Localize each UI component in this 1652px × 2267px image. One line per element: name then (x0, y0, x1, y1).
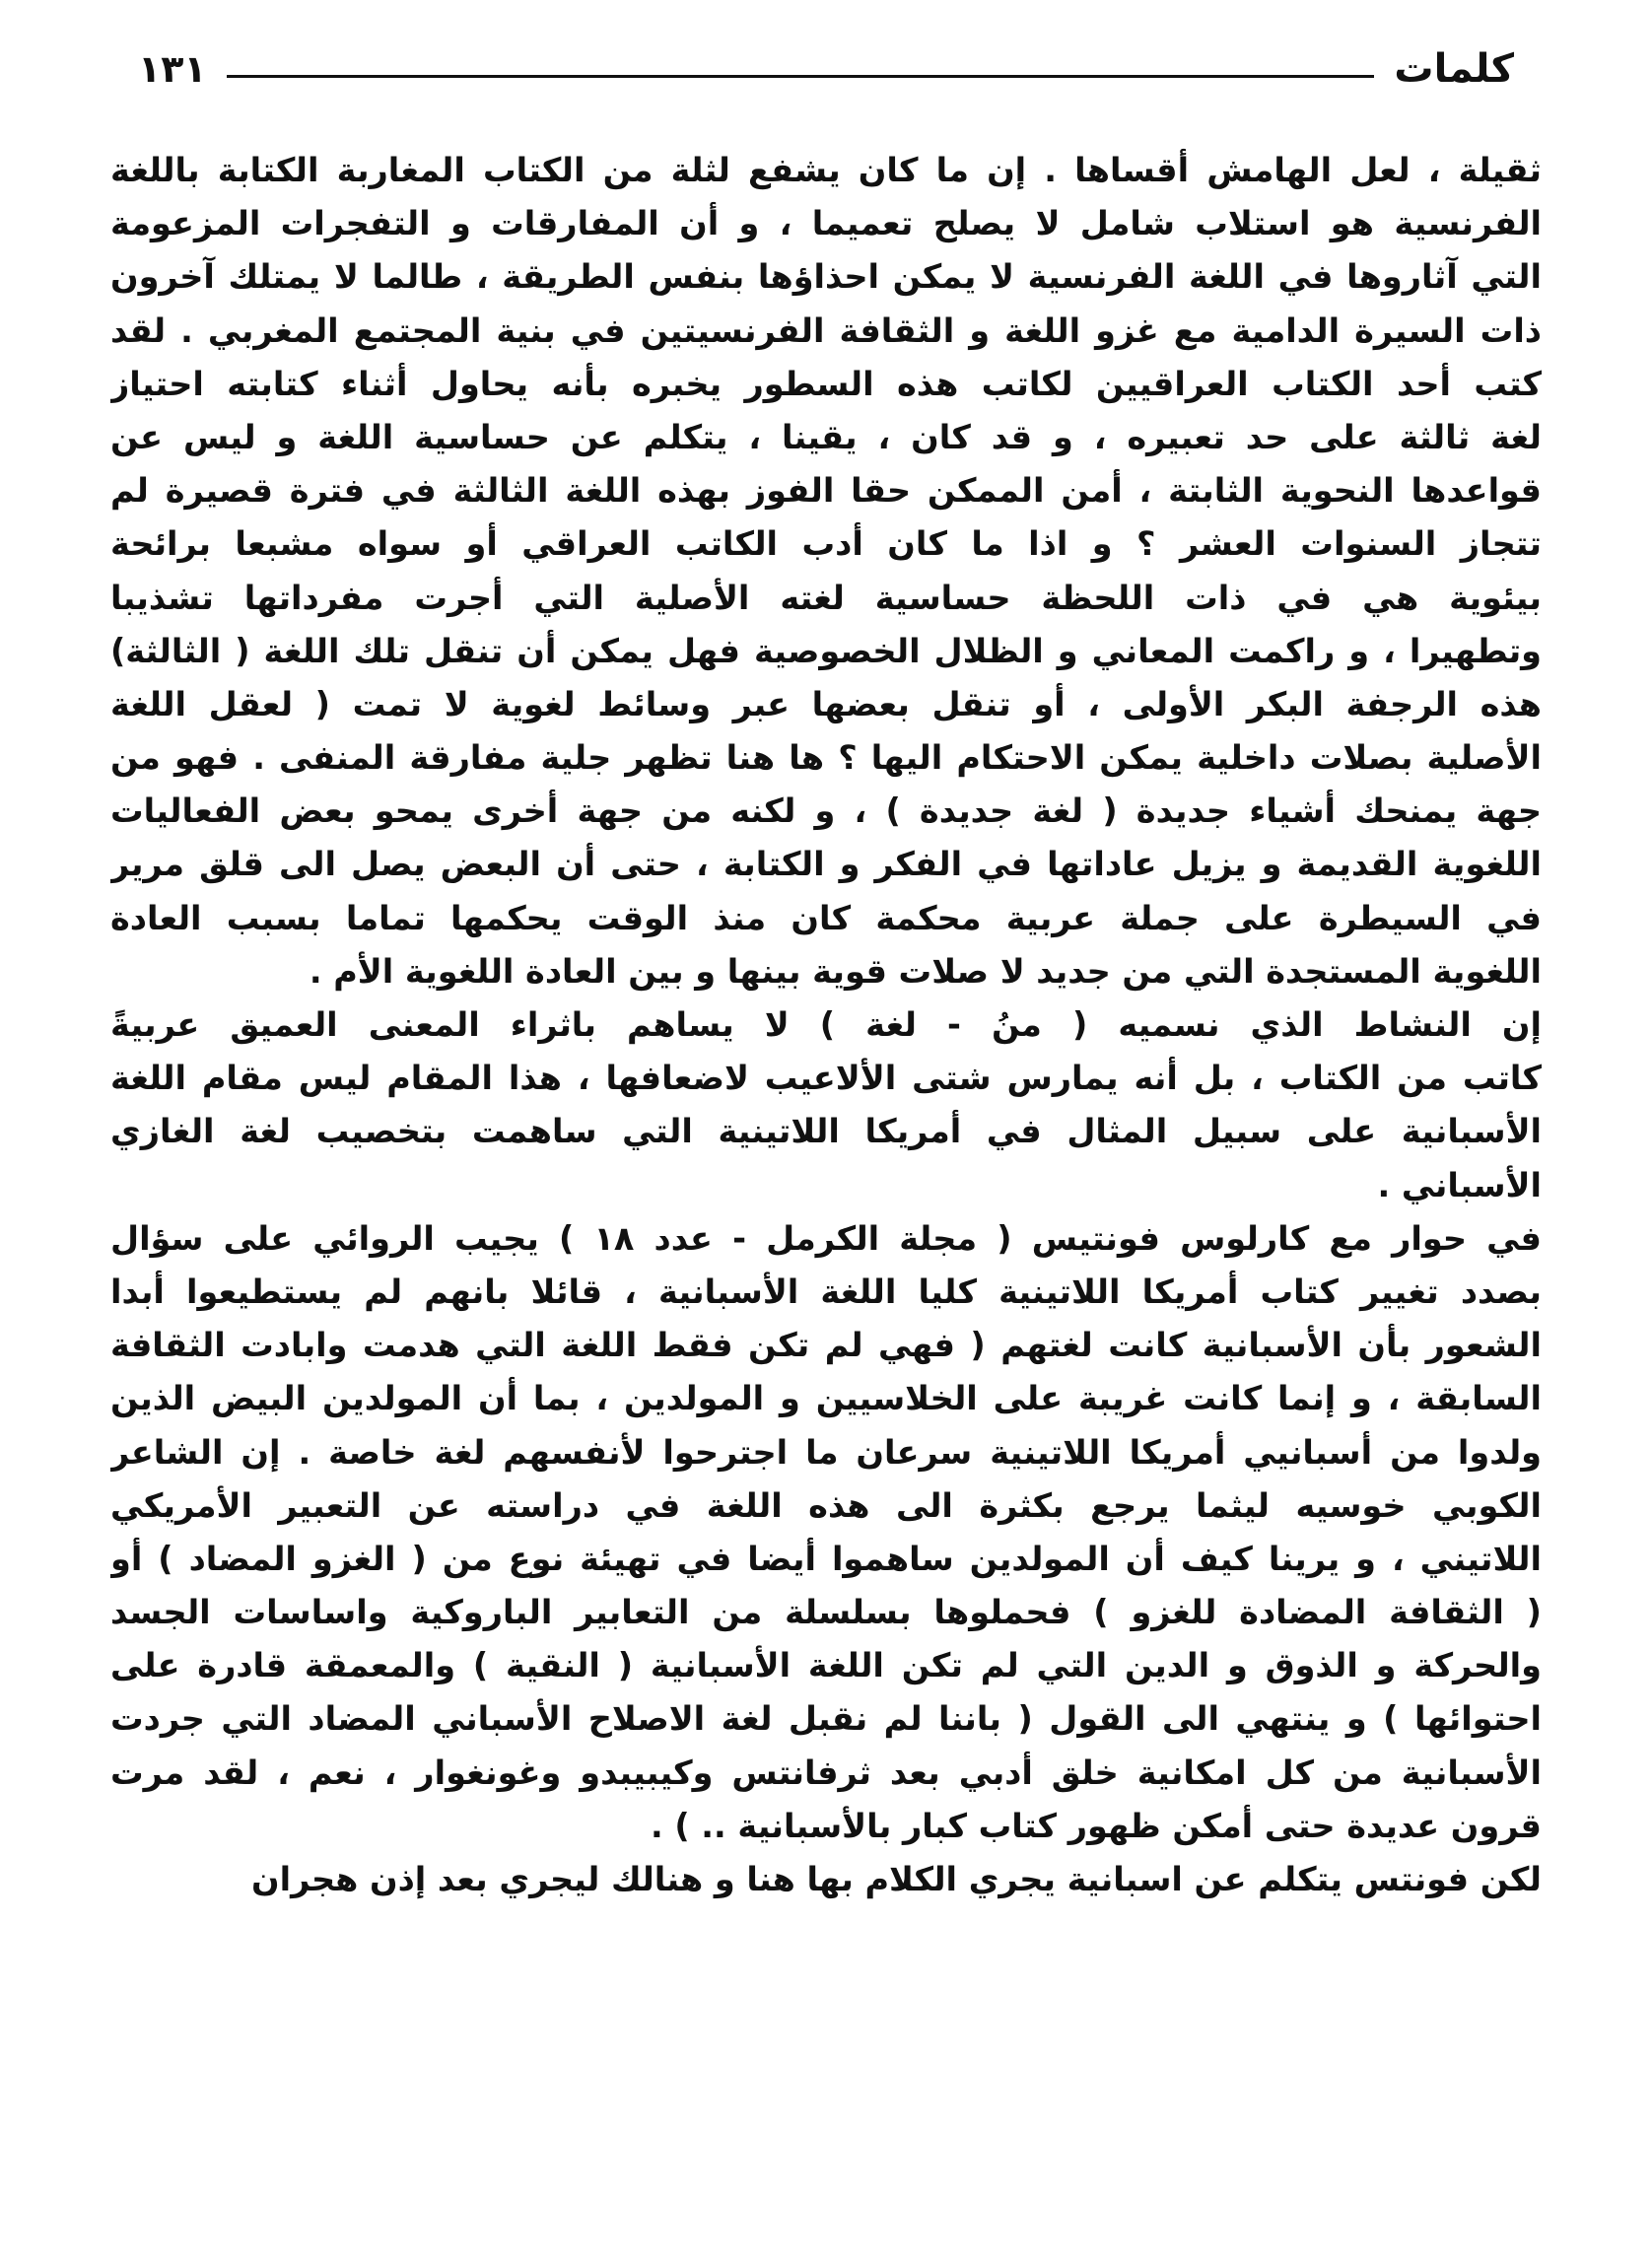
text-line: لكن فونتس يتكلم عن اسبانية يجري الكلام بها هنا و هنالك ليجري بعد إذن هجران (251, 1860, 1542, 1898)
text-line: بيئوية هي في ذات اللحظة حساسية لغته الأصلية التي أجرت مفرداتها تشذيبا (110, 578, 1542, 617)
text-line: اللاتيني ، و يرينا كيف أن المولدين ساهموا أيضا في تهيئة نوع من ( الغزو المضاد ) أو (110, 1539, 1542, 1578)
text-line: هذه الرجفة البكر الأولى ، أو تنقل بعضها عبر وسائط لغوية لا تمت ( لعقل اللغة (110, 684, 1542, 723)
text-line: الأسباني . (1377, 1165, 1542, 1204)
text-line: ولدوا من أسبانيي أمريكا اللاتينية سرعان ما اجترحوا لأنفسهم لغة خاصة . إن الشاعر (110, 1432, 1542, 1472)
text-line: اللغوية المستجدة التي من جديد لا صلات قوية بينها و بين العادة اللغوية الأم . (309, 951, 1542, 991)
running-header (138, 41, 1514, 97)
text-line: الشعور بأن الأسبانية كانت لغتهم ( فهي لم تكن فقط اللغة التي هدمت وابادت الثقافة (110, 1326, 1542, 1365)
text-line: تتجاز السنوات العشر ؟ و اذا ما كان أدب الكاتب العراقي أو سواه مشبعا برائحة (110, 524, 1542, 564)
text-line: الأصلية بصلات داخلية يمكن الاحتكام اليها ؟ ها هنا تظهر جلية مفارقة المنفى . فهو من (110, 738, 1542, 778)
text-line: احتوائها ) و ينتهي الى القول ( باننا لم نقبل لغة الاصلاح الأسباني المضاد التي جردت (110, 1699, 1542, 1739)
text-line: التي آثاروها في اللغة الفرنسية لا يمكن احذاؤها بنفس الطريقة ، طالما لا يمتلك آخرون (110, 257, 1542, 297)
header-title: كلمات (1394, 46, 1514, 92)
text-line: قواعدها النحوية الثابتة ، أمن الممكن حقا الفوز بهذه اللغة الثالثة في فترة قصيرة لم (110, 471, 1542, 511)
text-line: لغة ثالثة على حد تعبيره ، و قد كان ، يقينا ، يتكلم عن حساسية اللغة و ليس عن (110, 417, 1542, 456)
text-line: جهة يمنحك أشياء جديدة ( لغة جديدة ) ، و لكنه من جهة أخرى يمحو بعض الفعاليات (110, 791, 1542, 831)
text-line: ( الثقافة المضادة للغزو ) فحملوها بسلسلة من التعابير الباروكية واساسات الجسد (110, 1593, 1542, 1632)
text-line: الكوبي خوسيه ليثما يرجع بكثرة الى هذه اللغة في دراسته عن التعبير الأمريكي (110, 1485, 1542, 1525)
text-line: الأسبانية على سبيل المثال في أمريكا اللاتينية التي ساهمت بتخصيب لغة الغازي (110, 1112, 1542, 1151)
text-line: كاتب من الكتاب ، بل أنه يمارس شتى الألاعيب لاضعافها ، هذا المقام ليس مقام اللغة (110, 1059, 1542, 1098)
page-number: ١٣١ (138, 47, 207, 91)
text-line: السابقة ، و إنما كانت غريبة على الخلاسيين و المولدين ، بما أن المولدين البيض الذين (110, 1379, 1542, 1418)
text-line: والحركة و الذوق و الدين التي لم تكن اللغة الأسبانية ( النقية ) والمعمقة قادرة على (110, 1646, 1542, 1685)
text-line: كتب أحد الكتاب العراقيين لكاتب هذه السطور يخبره بأنه يحاول أثناء كتابته احتياز (110, 364, 1542, 403)
text-line: وتطهيرا ، و راكمت المعاني و الظلال الخصوصية فهل يمكن أن تنقل تلك اللغة ( الثالثة) (110, 631, 1542, 670)
text-line: بصدد تغيير كتاب أمريكا اللاتينية كليا اللغة الأسبانية ، قائلا بانهم لم يستطيعوا أبدا (110, 1271, 1542, 1311)
body-text (110, 144, 1542, 1906)
text-line: في حوار مع كارلوس فونتيس ( مجلة الكرمل - عدد ١٨ ) يجيب الروائي على سؤال (110, 1218, 1542, 1258)
text-line: قرون عديدة حتى أمكن ظهور كتاب كبار بالأسبانية .. ) . (650, 1806, 1542, 1845)
text-line: الفرنسية هو استلاب شامل لا يصلح تعميما ، و أن المفارقات و التفجرات المزعومة (110, 204, 1542, 243)
text-line: إن النشاط الذي نسميه ( منُ - لغة ) لا يساهم باثراء المعنى العميق عربيةً (110, 1005, 1542, 1044)
text-line: ثقيلة ، لعل الهامش أقساها . إن ما كان يشفع لثلة من الكتاب المغاربة الكتابة باللغة (110, 151, 1542, 189)
text-line: اللغوية القديمة و يزيل عاداتها في الفكر و الكتابة ، حتى أن البعض يصل الى قلق مرير (110, 845, 1542, 884)
text-line: ذات السيرة الدامية مع غزو اللغة و الثقافة الفرنسيتين في بنية المجتمع المغربي . لقد (110, 310, 1542, 350)
header-rule (227, 75, 1375, 78)
text-line: الأسبانية من كل امكانية خلق أدبي بعد ثرفانتس وكيبيبدو وغونغوار ، نعم ، لقد مرت (110, 1752, 1542, 1792)
text-line: في السيطرة على جملة عربية محكمة كان منذ الوقت يحكمها تماما بسبب العادة (110, 898, 1542, 937)
